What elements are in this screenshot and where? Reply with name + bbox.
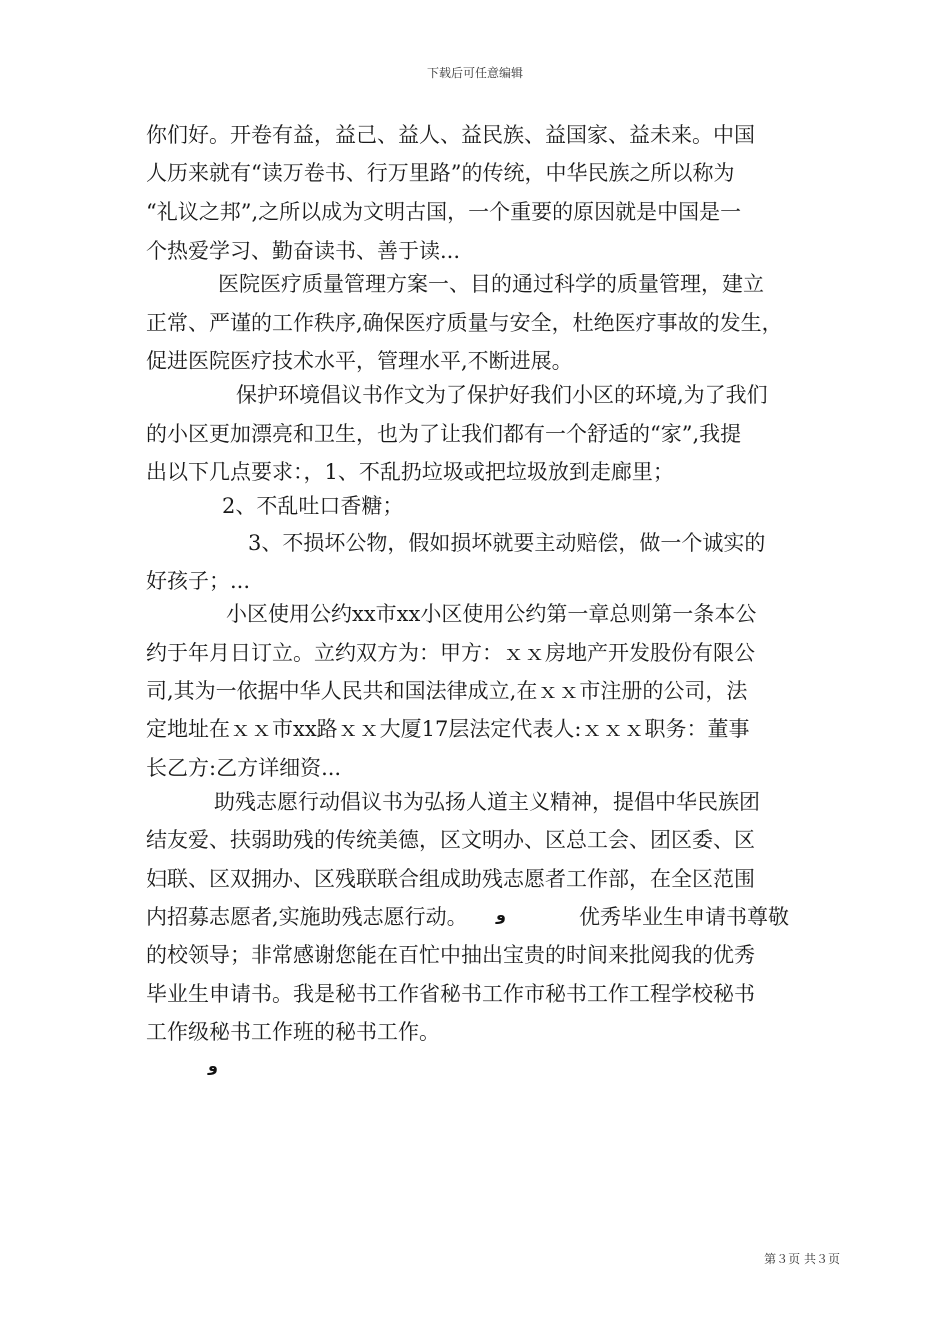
paragraph-6-line-5: 长乙方:乙方详细资... bbox=[146, 756, 342, 780]
page-footer: 第３页 共３页 bbox=[764, 1252, 840, 1266]
paragraph-1-line-3: “礼议之邦”,之所以成为文明古国，一个重要的原因就是中国是一 bbox=[146, 200, 742, 224]
paragraph-7-line-1: 助残志愿行动倡议书为弘扬人道主义精神，提倡中华民族团 bbox=[214, 790, 760, 814]
paragraph-6-line-4: 定地址在ｘｘ市xx路ｘｘ大厦17层法定代表人:ｘｘｘ职务：董事 bbox=[146, 717, 750, 741]
paragraph-6-line-3: 司,其为一依据中华人民共和国法律成立,在ｘｘ市注册的公司，法 bbox=[146, 679, 748, 703]
paragraph-2-line-1: 医院医疗质量管理方案一、目的通过科学的质量管理，建立 bbox=[218, 272, 764, 296]
page-header: 下载后可任意编辑 bbox=[426, 66, 523, 80]
stray-glyph-mark: و bbox=[208, 1056, 218, 1075]
paragraph-7-line-5: 的校领导；非常感谢您能在百忙中抽出宝贵的时间来批阅我的优秀 bbox=[146, 943, 755, 967]
paragraph-5-line-1: 3、不损坏公物，假如损坏就要主动赔偿，做一个诚实的 bbox=[248, 531, 766, 555]
paragraph-1-line-2: 人历来就有“读万卷书、行万里路”的传统，中华民族之所以称为 bbox=[146, 161, 735, 185]
paragraph-5-line-2: 好孩子；... bbox=[146, 569, 251, 593]
paragraph-8-start: 优秀毕业生申请书尊敬 bbox=[579, 905, 789, 929]
paragraph-1-line-4: 个热爱学习、勤奋读书、善于读... bbox=[146, 239, 461, 263]
paragraph-6-line-2: 约于年月日订立。立约双方为：甲方：ｘｘ房地产开发股份有限公 bbox=[146, 641, 755, 665]
paragraph-1-line-1: 你们好。开卷有益，益己、益人、益民族、益国家、益未来。中国 bbox=[146, 123, 755, 147]
paragraph-3-line-3: 出以下几点要求：，1、不乱扔垃圾或把垃圾放到走廊里； bbox=[146, 460, 674, 484]
paragraph-7-line-2: 结友爱、扶弱助残的传统美德，区文明办、区总工会、团区委、区 bbox=[146, 828, 755, 852]
paragraph-4-line-1: 2、不乱吐口香糖； bbox=[222, 494, 404, 518]
paragraph-3-line-1: 保护环境倡议书作文为了保护好我们小区的环境,为了我们 bbox=[236, 383, 768, 407]
paragraph-7-line-4: 内招募志愿者,实施助残志愿行动。 bbox=[146, 905, 468, 929]
paragraph-3-line-2: 的小区更加漂亮和卫生，也为了让我们都有一个舒适的“家”,我提 bbox=[146, 422, 742, 446]
stray-glyph-mark: و bbox=[496, 905, 506, 924]
paragraph-7-line-7: 工作级秘书工作班的秘书工作。 bbox=[146, 1020, 440, 1044]
paragraph-2-line-3: 促进医院医疗技术水平，管理水平,不断进展。 bbox=[146, 349, 573, 373]
paragraph-6-line-1: 小区使用公约xx市xx小区使用公约第一章总则第一条本公 bbox=[226, 602, 757, 626]
paragraph-7-line-6: 毕业生申请书。我是秘书工作省秘书工作市秘书工作工程学校秘书 bbox=[146, 982, 755, 1006]
paragraph-7-line-3: 妇联、区双拥办、区残联联合组成助残志愿者工作部，在全区范围 bbox=[146, 867, 755, 891]
paragraph-2-line-2: 正常、严谨的工作秩序,确保医疗质量与安全，杜绝医疗事故的发生， bbox=[146, 311, 783, 335]
